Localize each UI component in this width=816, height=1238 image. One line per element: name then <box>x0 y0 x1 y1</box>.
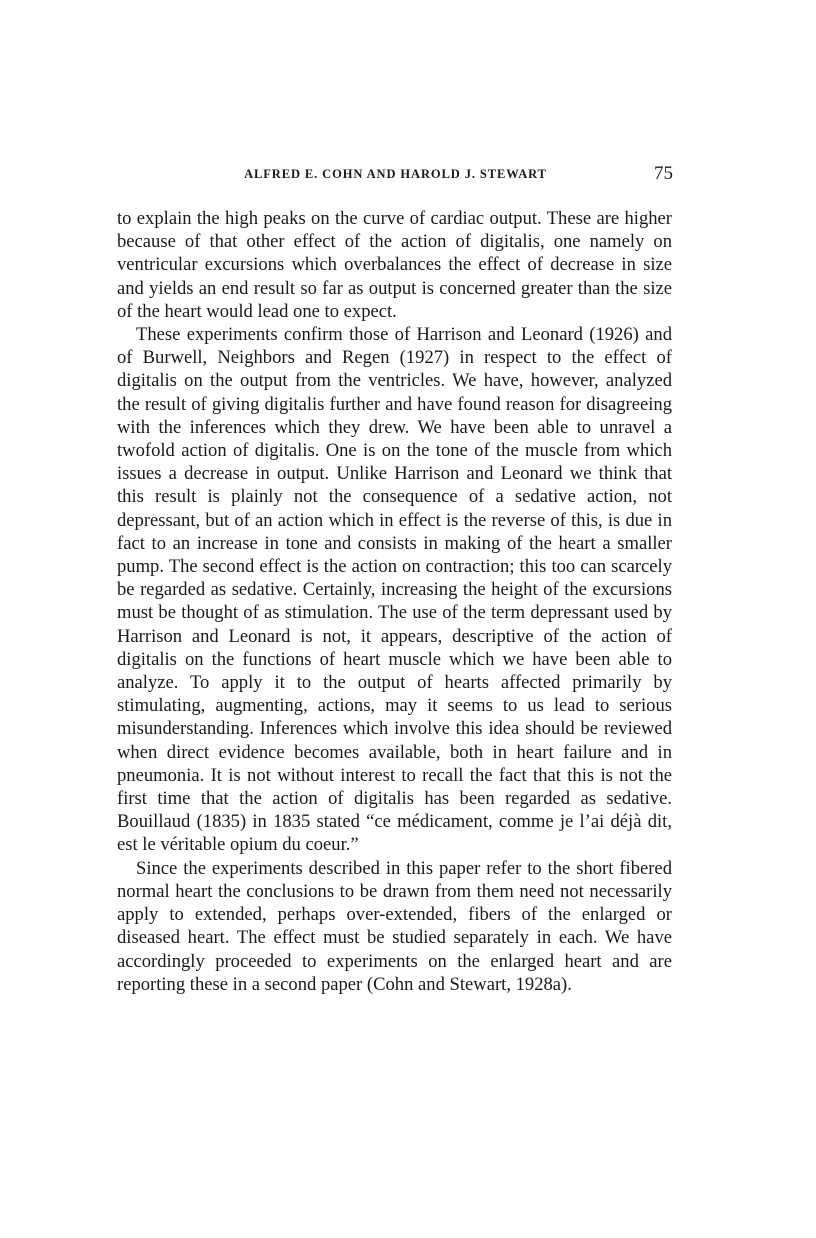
paragraph-continued: to explain the high peaks on the curve of cardiac output. These are higher because of that other effect of the action of digitalis, one namely on ventricular excursions which overbalances the effect of decrease in size and yields an end result so far as output is concerned greater than the size of the heart would lead one to expect. <box>117 208 672 322</box>
running-title: ALFRED E. COHN AND HAROLD J. STEWART <box>244 167 547 181</box>
paragraph: Since the experiments described in this paper refer to the short fibered normal heart the conclusions to be drawn from them need not necessarily apply to extended, perhaps over-extended, fibers of the enlarged or diseased heart. The effect must be studied separately in each. We have accordingly proceeded to experiments on the enlarged heart and are reporting these in a second paper (Cohn and Stewart, 1928a). <box>117 857 672 995</box>
page-number: 75 <box>654 163 673 184</box>
body-text <box>117 207 672 996</box>
paragraph: These experiments confirm those of Harrison and Leonard (1926) and of Burwell, Neighbors and Regen (1927) in respect to the effect of digitalis on the output from the ventricles. We have, however, analyzed the result of giving digitalis further and have found reason for disagreeing with the inferences which they drew. We have been able to unravel a twofold action of digitalis. One is on the tone of the muscle from which issues a decrease in output. Unlike Harrison and Leonard we think that this result is plainly not the consequence of a sedative action, not depressant, but of an action which in effect is the reverse of this, is due in fact to an increase in tone and consists in making of the heart a smaller pump. The second effect is the action on contraction; this too can scarcely be regarded as sedative. Certainly, increasing the height of the excursions must be thought of as stimulation. The use of the term depressant used by Harrison and Leonard is not, it appears, descriptive of the action of digitalis on the functions of heart muscle which we have been able to analyze. To apply it to the output of hearts affected primarily by stimulating, augmenting, actions, may it seems to us lead to serious misunderstanding. Inferences which involve this idea should be reviewed when direct evidence becomes available, both in heart failure and in pneumonia. It is not without interest to recall the fact that this is not the first time that the action of digitalis has been regarded as sedative. Bouillaud (1835) in 1835 stated “ce médicament, comme je l’ai déjà dit, est le véritable opium du coeur.” <box>117 324 672 856</box>
running-head <box>118 163 673 187</box>
